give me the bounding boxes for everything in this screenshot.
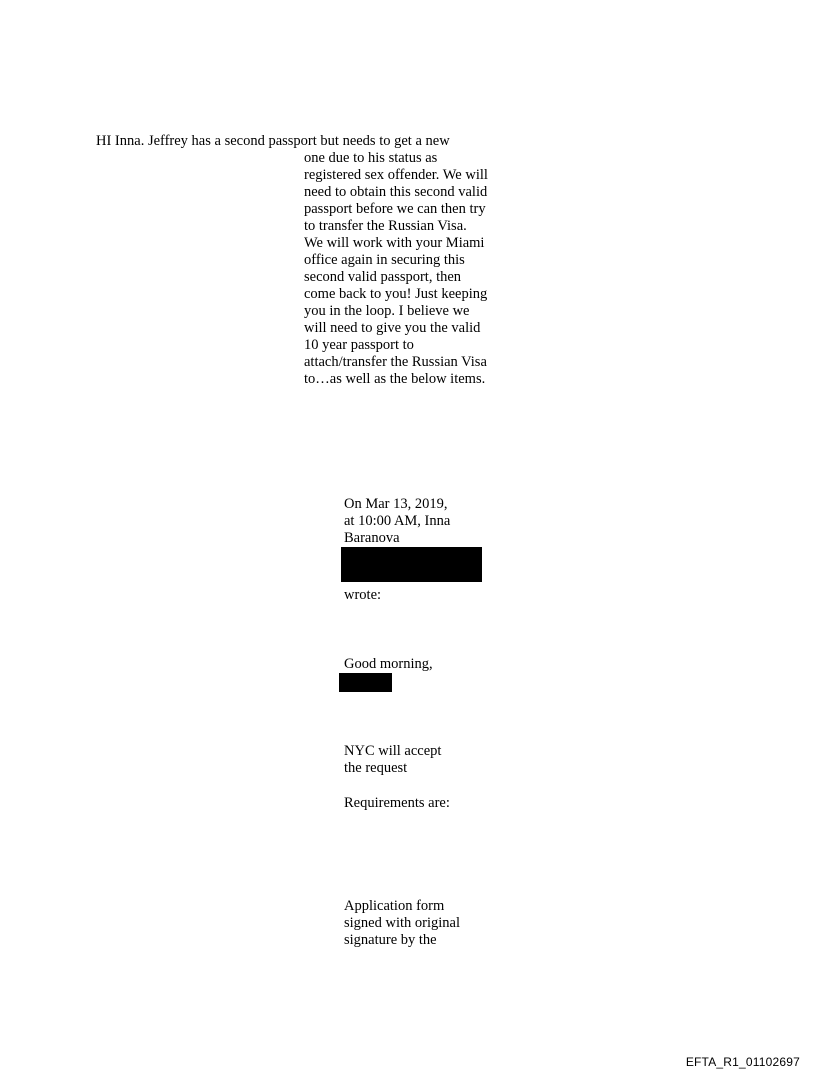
redaction-box-name xyxy=(339,673,392,692)
quoted-requirements: Requirements are: xyxy=(344,795,450,811)
quoted-header-line: Baranova xyxy=(344,530,400,546)
message-line: 10 year passport to xyxy=(304,337,414,353)
message-line: need to obtain this second valid xyxy=(304,184,488,200)
quoted-body-line: Application form xyxy=(344,898,445,914)
message-line: to…as well as the below items. xyxy=(304,371,486,387)
message-line: registered sex offender. We will xyxy=(304,167,488,183)
message-line: one due to his status as xyxy=(304,150,438,166)
quoted-body-line: NYC will accept xyxy=(344,743,442,759)
quoted-header-line: at 10:00 AM, Inna xyxy=(344,513,451,529)
quoted-body-line: signature by the xyxy=(344,932,437,948)
message-line: passport before we can then try xyxy=(304,201,486,217)
message-line: to transfer the Russian Visa. xyxy=(304,218,467,234)
quoted-body-line: the request xyxy=(344,760,408,776)
message-line: second valid passport, then xyxy=(304,269,462,285)
message-line: will need to give you the valid xyxy=(304,320,481,336)
message-first-line: HI Inna. Jeffrey has a second passport but needs to get a new xyxy=(96,133,450,149)
quoted-greeting: Good morning, xyxy=(344,656,433,672)
redaction-box-email xyxy=(341,547,482,582)
message-line: come back to you! Just keeping xyxy=(304,286,488,302)
quoted-wrote: wrote: xyxy=(344,587,382,603)
message-line: office again in securing this xyxy=(304,252,465,268)
bates-number: EFTA_R1_01102697 xyxy=(685,1055,800,1069)
message-line: We will work with your Miami xyxy=(304,235,485,251)
message-line: you in the loop. I believe we xyxy=(304,303,470,319)
quoted-header-line: On Mar 13, 2019, xyxy=(344,496,448,512)
message-line: attach/transfer the Russian Visa xyxy=(304,354,487,370)
quoted-body-line: signed with original xyxy=(344,915,460,931)
